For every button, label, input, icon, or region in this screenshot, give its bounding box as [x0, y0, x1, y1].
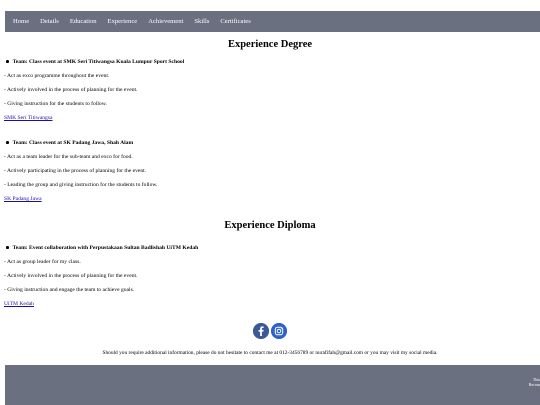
degree-section-title: Experience Degree: [227, 39, 313, 50]
instagram-button[interactable]: [271, 323, 287, 339]
instagram-icon: [271, 323, 287, 339]
bullet-icon: [6, 246, 9, 249]
nav-education[interactable]: Education: [69, 18, 97, 25]
nav-certificates[interactable]: Certificates: [220, 18, 251, 25]
degree-1-link[interactable]: SMK Seri Titiwangsa: [4, 115, 53, 121]
nav-home[interactable]: Home: [13, 18, 30, 25]
diploma-1-line-3: - Giving instruction and engage the team to achieve goals.: [4, 287, 135, 293]
footer: [5, 365, 540, 405]
degree-1-line-2: - Actively involved in the process of planning for the event.: [4, 87, 138, 93]
facebook-button[interactable]: [253, 323, 269, 339]
degree-2-link[interactable]: SK Padang Jawa: [4, 196, 42, 202]
footer-line-1: This: [532, 377, 540, 382]
degree-team-1: [6, 59, 184, 65]
bullet-icon: [6, 60, 9, 63]
nav-experience[interactable]: Experience: [107, 18, 138, 25]
contact-message: Should you require additional information, please do not hesitate to contact me at 012-3456789 or nurafifah@gmail.com or you may visit my social media.: [102, 350, 438, 356]
social-links: [0, 323, 540, 339]
degree-1-line-1: - Act as exco programme throughout the event.: [4, 73, 110, 79]
diploma-1-line-1: - Act as group leader for my class.: [4, 259, 81, 265]
team-label: Team: Event collaboration with Perpustakaan Sultan Badlishah UiTM Kedah: [12, 245, 199, 251]
team-label: Team: Class event at SMK Seri Titiwangsa Kuala Lumpur Sport School: [12, 59, 185, 65]
diploma-section-title: Experience Diploma: [224, 220, 316, 231]
nav-skills[interactable]: Skills: [194, 18, 210, 25]
footer-line-2: Recom: [528, 382, 540, 387]
degree-2-line-1: - Act as a team leader for the sub-team and exco for food.: [4, 154, 133, 160]
bullet-icon: [6, 141, 9, 144]
degree-2-line-2: - Actively participating in the process of planning for the event.: [4, 168, 147, 174]
diploma-1-line-2: - Actively involved in the process of planning for the event.: [4, 273, 138, 279]
facebook-icon: [253, 323, 269, 339]
top-navbar: [5, 11, 540, 32]
nav-achievement[interactable]: Achievement: [148, 18, 184, 25]
degree-2-line-3: - Leading the group and giving instruction for the students to follow.: [4, 182, 158, 188]
diploma-team-1: [6, 245, 198, 251]
degree-1-line-3: - Giving instruction for the students to follow.: [4, 101, 107, 107]
nav-details[interactable]: Details: [40, 18, 59, 25]
degree-team-2: [6, 140, 133, 146]
footer-text: [520, 377, 540, 387]
diploma-1-link[interactable]: UiTM Kedah: [4, 301, 34, 307]
team-label: Team: Class event at SK Padang Jawa, Shah Alam: [12, 140, 134, 146]
